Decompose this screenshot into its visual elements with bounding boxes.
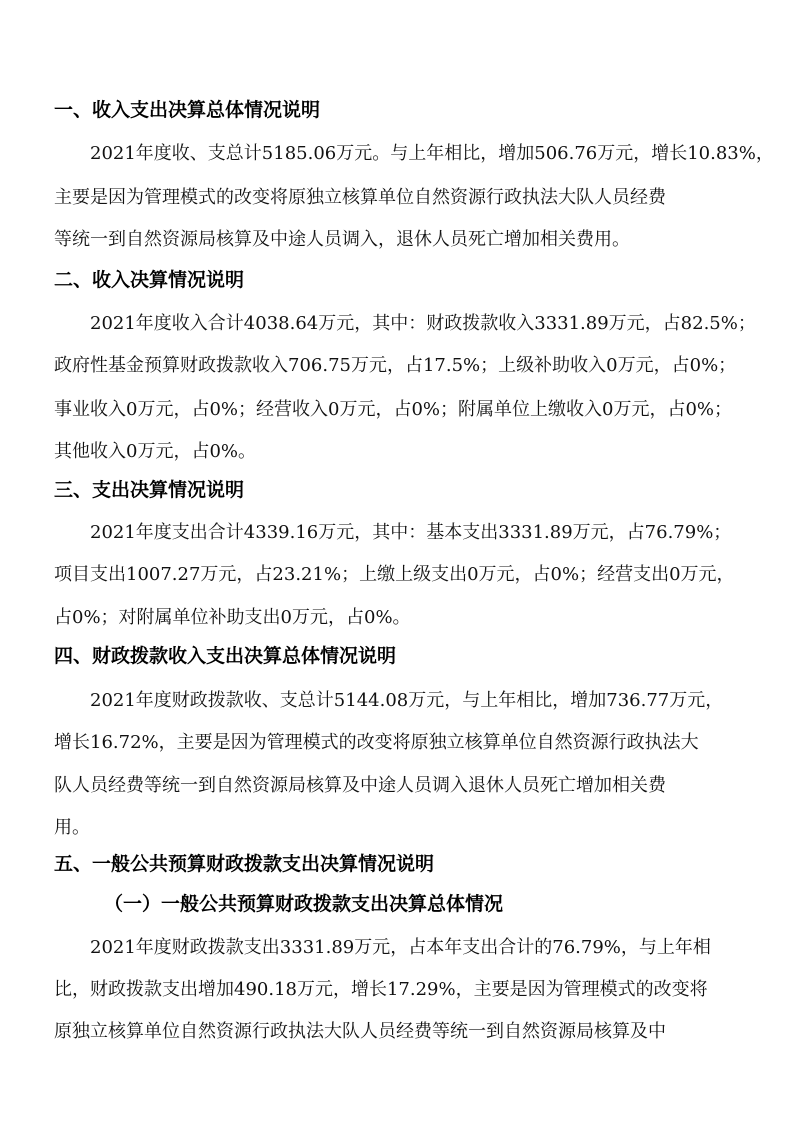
section-4-line-1: 2021年度财政拨款收、支总计5144.08万元，与上年相比，增加736.77万元， bbox=[90, 690, 724, 711]
section-4-line-3: 队人员经费等统一到自然资源局核算及中途人员调入退休人员死亡增加相关费 bbox=[54, 775, 666, 796]
section-1-line-1: 2021年度收、支总计5185.06万元。与上年相比，增加506.76万元，增长10.83%， bbox=[90, 143, 774, 164]
section-1-heading: 一、收入支出决算总体情况说明 bbox=[54, 99, 321, 121]
section-5-line-2: 比，财政拨款支出增加490.18万元，增长17.29%，主要是因为管理模式的改变将 bbox=[54, 979, 708, 1000]
section-3-line-2: 项目支出1007.27万元，占23.21%；上缴上级支出0万元，占0%；经营支出0万元， bbox=[54, 564, 735, 585]
section-1-line-2: 主要是因为管理模式的改变将原独立核算单位自然资源行政执法大队人员经费 bbox=[54, 187, 666, 208]
section-3-line-3: 占0%；对附属单位补助支出0万元，占0%。 bbox=[54, 607, 411, 628]
section-3-heading: 三、支出决算情况说明 bbox=[54, 479, 245, 501]
section-4-heading: 四、财政拨款收入支出决算总体情况说明 bbox=[54, 645, 397, 667]
section-2-line-2: 政府性基金预算财政拨款收入706.75万元，占17.5%；上级补助收入0万元，占0%； bbox=[54, 355, 737, 376]
section-3-line-1: 2021年度支出合计4339.16万元，其中：基本支出3331.89万元，占76.79%； bbox=[90, 522, 732, 543]
section-2-line-4: 其他收入0万元，占0%。 bbox=[54, 441, 257, 462]
section-5-line-1: 2021年度财政拨款支出3331.89万元，占本年支出合计的76.79%，与上年相 bbox=[90, 937, 711, 958]
section-5-heading: 五、一般公共预算财政拨款支出决算情况说明 bbox=[54, 853, 435, 875]
section-4-line-2: 增长16.72%，主要是因为管理模式的改变将原独立核算单位自然资源行政执法大 bbox=[54, 732, 699, 753]
section-1-line-3: 等统一到自然资源局核算及中途人员调入，退休人员死亡增加相关费用。 bbox=[54, 229, 630, 250]
section-2-line-3: 事业收入0万元，占0%；经营收入0万元，占0%；附属单位上缴收入0万元，占0%； bbox=[54, 399, 733, 420]
section-2-heading: 二、收入决算情况说明 bbox=[54, 269, 245, 291]
section-5-line-3: 原独立核算单位自然资源行政执法大队人员经费等统一到自然资源局核算及中 bbox=[54, 1021, 666, 1042]
section-4-line-4: 用。 bbox=[54, 817, 90, 838]
section-2-line-1: 2021年度收入合计4038.64万元，其中：财政拨款收入3331.89万元，占82.5%； bbox=[90, 313, 756, 334]
section-5-subheading: （一）一般公共预算财政拨款支出决算总体情况 bbox=[104, 893, 504, 915]
